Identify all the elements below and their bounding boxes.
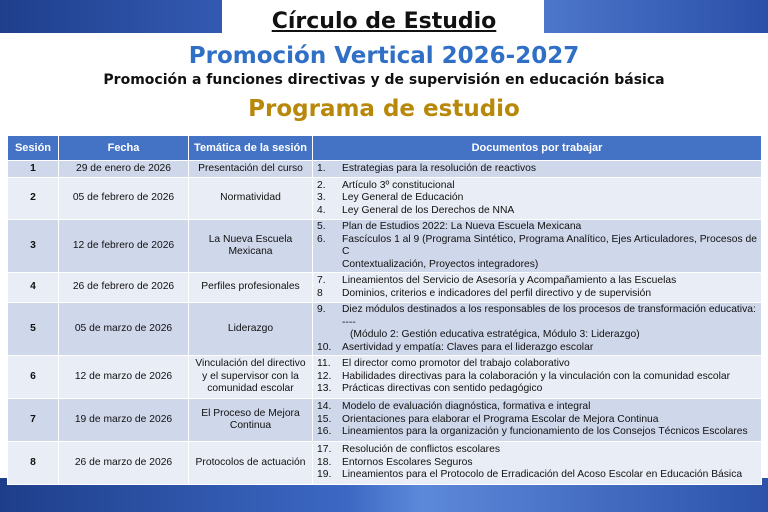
document-title: El director como promotor del trabajo colaborativo xyxy=(342,358,570,370)
document-item xyxy=(317,304,758,329)
session-number: 3 xyxy=(8,220,59,273)
session-topic: Vinculación del directivo y el supervisor con la comunidad escolar xyxy=(189,356,313,399)
document-number: 10. xyxy=(317,341,332,353)
session-date: 12 de febrero de 2026 xyxy=(59,220,189,273)
document-number: 1. xyxy=(317,162,326,174)
document-number: 13. xyxy=(317,383,332,395)
document-number xyxy=(317,259,342,272)
document-number: 7. xyxy=(317,275,326,286)
document-title: Lineamientos para la organización y funcionamiento de los Consejos Técnicos Escolares xyxy=(342,426,748,438)
document-item xyxy=(317,221,758,234)
document-title: Diez módulos destinados a los responsables de los procesos de transformación educativa: ---- xyxy=(342,304,756,328)
session-topic: El Proceso de Mejora Continua xyxy=(189,399,313,442)
document-number: 9. xyxy=(317,304,326,315)
table-header-row xyxy=(8,136,762,161)
document-number: 16. xyxy=(317,426,332,438)
session-topic: La Nueva Escuela Mexicana xyxy=(189,220,313,273)
document-item xyxy=(317,342,758,355)
table-row xyxy=(8,220,762,273)
document-item xyxy=(317,469,758,482)
table-row xyxy=(8,399,762,442)
document-number: 19. xyxy=(317,469,332,481)
page-title: Círculo de Estudio xyxy=(271,9,497,34)
document-title: Fascículos 1 al 9 (Programa Sintético, Programa Analítico, Ejes Articuladores, Procesos de C xyxy=(342,233,757,257)
session-documents xyxy=(313,178,762,220)
document-title: Ley General de Educación xyxy=(342,192,464,204)
session-documents xyxy=(313,273,762,303)
session-date: 29 de enero de 2026 xyxy=(59,161,189,178)
session-number: 7 xyxy=(8,399,59,442)
document-title: Prácticas directivas con sentido pedagógico xyxy=(342,383,543,395)
document-item xyxy=(317,163,758,176)
session-number: 6 xyxy=(8,356,59,399)
session-number: 5 xyxy=(8,303,59,356)
document-title: Resolución de conflictos escolares xyxy=(342,444,500,456)
table-row xyxy=(8,178,762,220)
session-documents xyxy=(313,303,762,356)
document-title: Entornos Escolares Seguros xyxy=(342,456,473,468)
document-item xyxy=(317,358,758,371)
document-item xyxy=(317,401,758,414)
document-item xyxy=(317,371,758,384)
session-topic: Presentación del curso xyxy=(189,161,313,178)
table-row xyxy=(8,161,762,178)
table-row xyxy=(8,303,762,356)
study-program-table xyxy=(7,135,762,485)
document-title: Contextualización, Proyectos integradores) xyxy=(342,258,539,270)
document-item xyxy=(317,329,758,342)
program-heading: Programa de estudio xyxy=(248,96,520,122)
session-date: 05 de febrero de 2026 xyxy=(59,178,189,220)
table-row xyxy=(8,356,762,399)
session-date: 26 de febrero de 2026 xyxy=(59,273,189,303)
document-title: Habilidades directivas para la colaboración y la vinculación con la comunidad escolar xyxy=(342,370,731,382)
document-item xyxy=(317,414,758,427)
document-number: 11. xyxy=(317,358,331,370)
table-row xyxy=(8,273,762,303)
document-number: 3. xyxy=(317,192,326,204)
document-title: Modelo de evaluación diagnóstica, formativa e integral xyxy=(342,401,591,413)
document-title: Lineamientos del Servicio de Asesoría y Acompañamiento a las Escuelas xyxy=(342,275,677,286)
document-number: 14. xyxy=(317,401,332,413)
document-title: (Módulo 2: Gestión educativa estratégica, Módulo 3: Liderazgo) xyxy=(350,329,640,340)
header-documents: Documentos por trabajar xyxy=(313,136,762,161)
document-title: Plan de Estudios 2022: La Nueva Escuela Mexicana xyxy=(342,221,582,232)
document-number: 5. xyxy=(317,221,326,232)
document-title: Ley General de los Derechos de NNA xyxy=(342,204,515,216)
session-number: 2 xyxy=(8,178,59,220)
session-date: 12 de marzo de 2026 xyxy=(59,356,189,399)
document-item xyxy=(317,426,758,439)
session-date: 05 de marzo de 2026 xyxy=(59,303,189,356)
document-number: 15. xyxy=(317,413,332,425)
document-number: 17. xyxy=(317,444,332,456)
page-subtitle: Promoción Vertical 2026-2027 xyxy=(188,43,580,69)
session-topic: Perfiles profesionales xyxy=(189,273,313,303)
document-item xyxy=(317,259,758,272)
session-number: 4 xyxy=(8,273,59,303)
document-item xyxy=(317,457,758,470)
header-session: Sesión xyxy=(8,136,59,161)
document-number: 12. xyxy=(317,370,332,382)
session-documents xyxy=(313,399,762,442)
document-number: 6. xyxy=(317,233,326,245)
document-title: Artículo 3º constitucional xyxy=(342,179,455,191)
document-number: 2. xyxy=(317,179,326,191)
document-number: 18. xyxy=(317,456,332,468)
document-item xyxy=(317,205,758,218)
page-description: Promoción a funciones directivas y de supervisión en educación básica xyxy=(103,72,665,88)
document-item xyxy=(317,275,758,288)
session-topic: Normatividad xyxy=(189,178,313,220)
document-number: 8 xyxy=(317,287,323,299)
document-title: Asertividad y empatía: Claves para el liderazgo escolar xyxy=(342,341,594,353)
session-documents xyxy=(313,220,762,273)
session-number: 1 xyxy=(8,161,59,178)
session-date: 19 de marzo de 2026 xyxy=(59,399,189,442)
session-documents xyxy=(313,442,762,485)
document-title: Orientaciones para elaborar el Programa Escolar de Mejora Continua xyxy=(342,413,659,425)
document-title: Dominios, criterios e indicadores del perfil directivo y de supervisión xyxy=(342,287,652,299)
document-item xyxy=(317,288,758,301)
session-date: 26 de marzo de 2026 xyxy=(59,442,189,485)
session-documents xyxy=(313,356,762,399)
session-topic: Liderazgo xyxy=(189,303,313,356)
document-item xyxy=(317,444,758,457)
document-item xyxy=(317,234,758,259)
header-date: Fecha xyxy=(59,136,189,161)
document-title: Lineamientos para el Protocolo de Erradicación del Acoso Escolar en Educación Básica xyxy=(342,469,743,481)
session-topic: Protocolos de actuación xyxy=(189,442,313,485)
table-row xyxy=(8,442,762,485)
document-item xyxy=(317,180,758,193)
document-number xyxy=(317,329,342,342)
document-number: 4. xyxy=(317,204,326,216)
session-number: 8 xyxy=(8,442,59,485)
document-item xyxy=(317,192,758,205)
document-item xyxy=(317,383,758,396)
session-documents xyxy=(313,161,762,178)
header-topic: Temática de la sesión xyxy=(189,136,313,161)
document-title: Estrategias para la resolución de reactivos xyxy=(342,162,537,174)
